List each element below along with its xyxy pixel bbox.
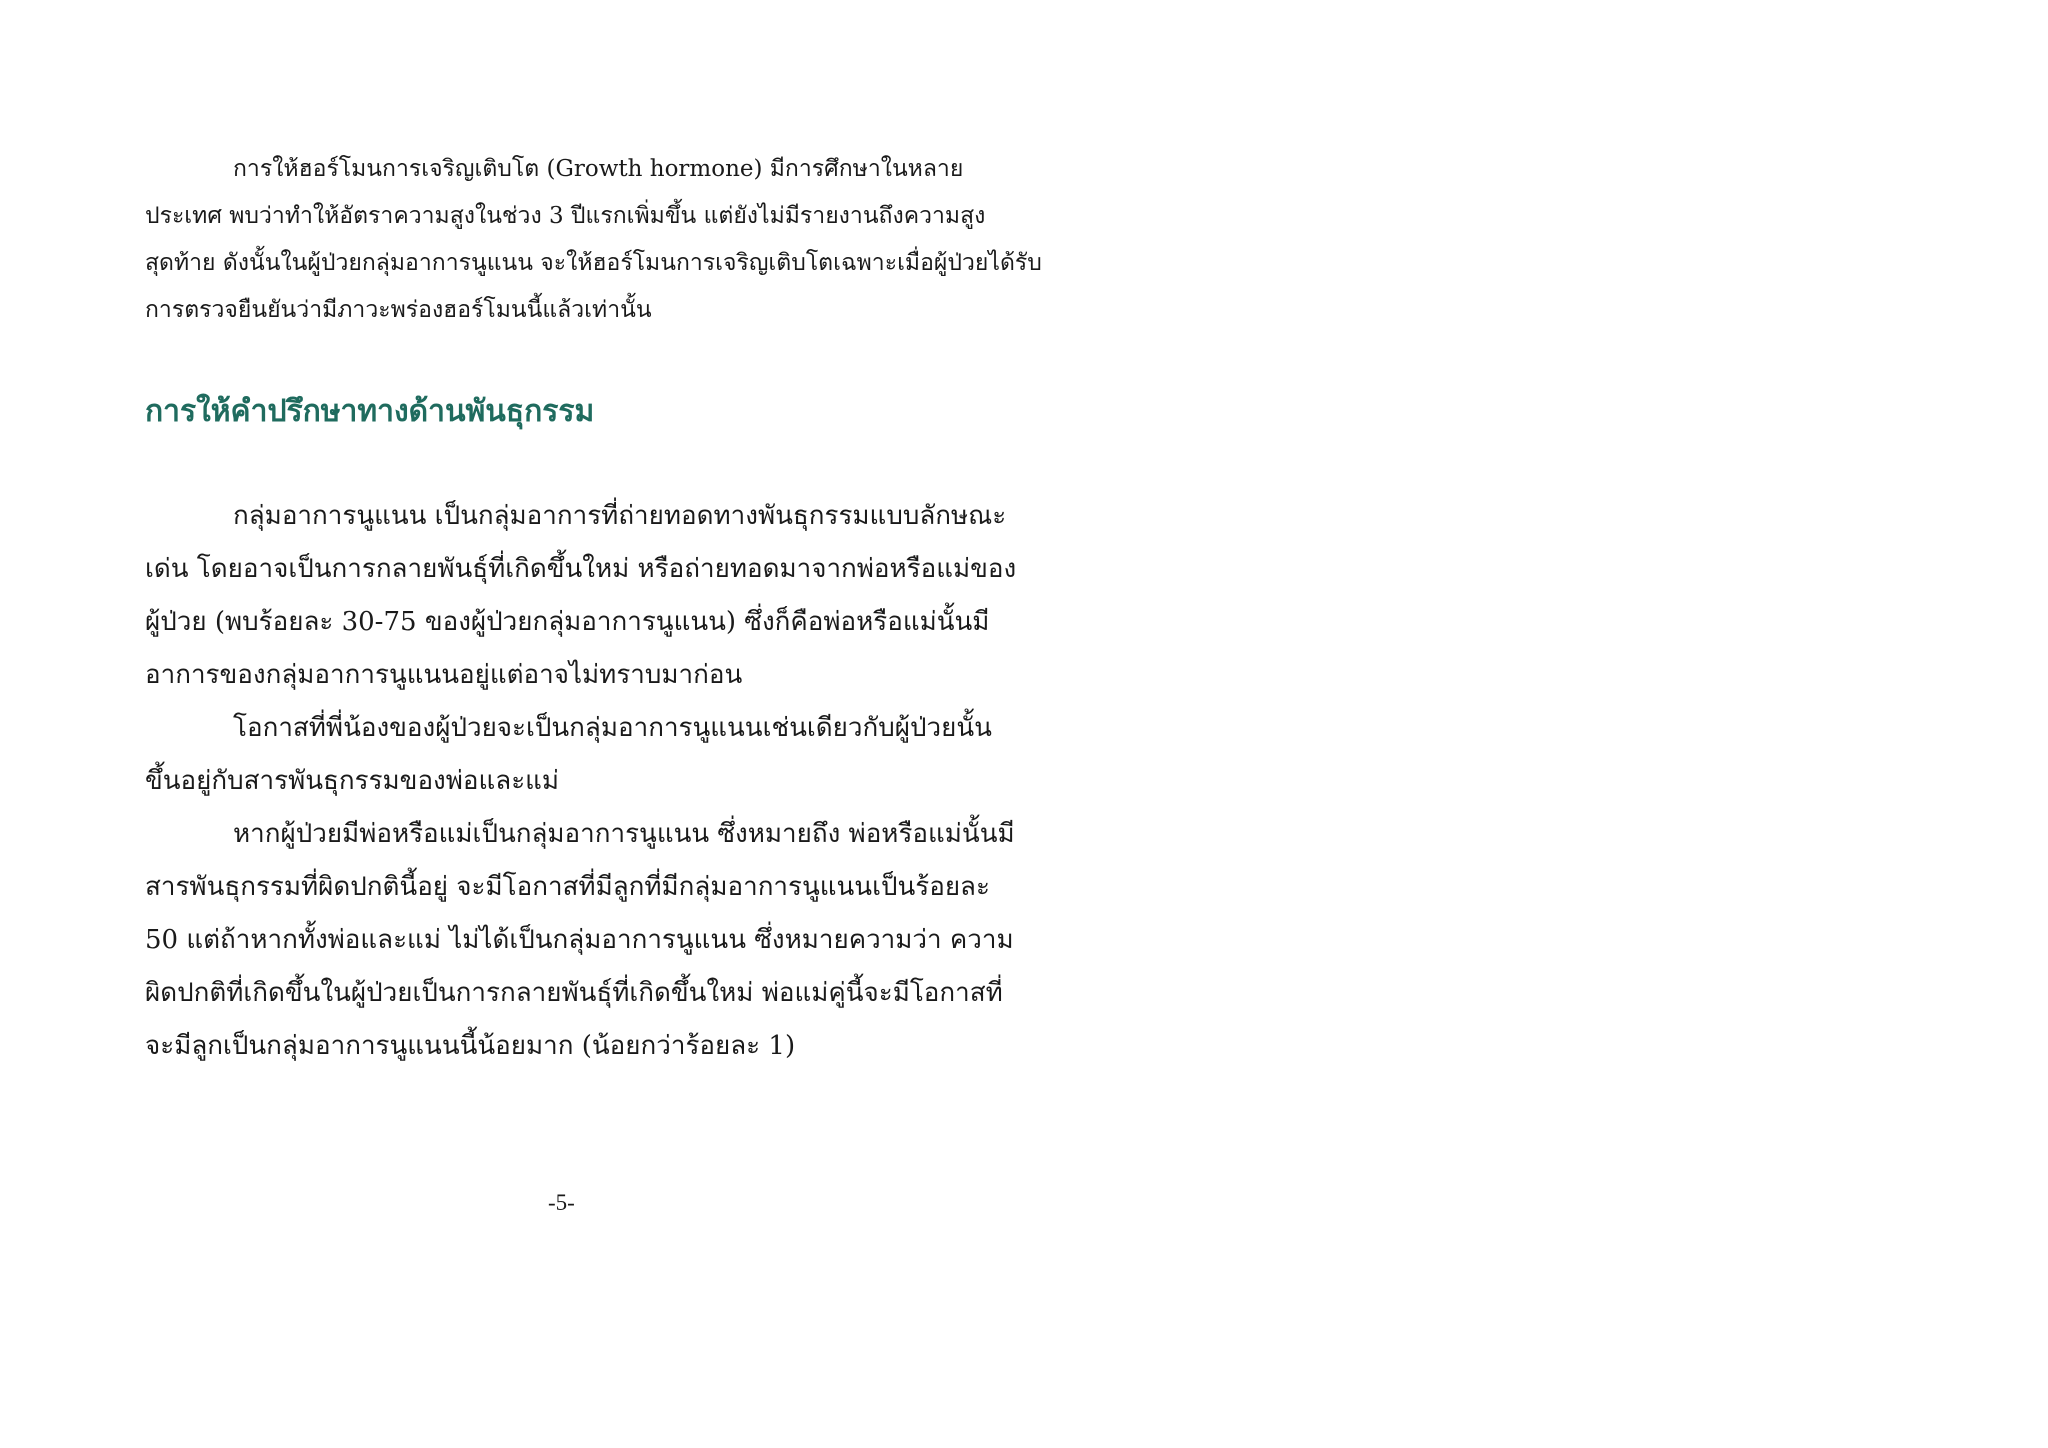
section-body [145, 490, 1016, 1073]
paragraph-1-line-3: ผู้ป่วย (พบร้อยละ 30-75 ของผู้ป่วยกลุ่มอาการนูแนน) ซึ่งก็คือพ่อหรือแม่นั้นมี [145, 607, 990, 637]
paragraph-3-line-4: ผิดปกติที่เกิดขึ้นในผู้ป่วยเป็นการกลายพันธุ์ที่เกิดขึ้นใหม่ พ่อแม่คู่นี้จะมีโอกาสที่ [145, 978, 1003, 1008]
intro-line-3: สุดท้าย ดังนั้นในผู้ป่วยกลุ่มอาการนูแนน จะให้ฮอร์โมนการเจริญเติบโตเฉพาะเมื่อผู้ป่วยได้รับ [145, 250, 1042, 276]
intro-paragraph [145, 146, 1042, 334]
paragraph-2-line-1: โอกาสที่พี่น้องของผู้ป่วยจะเป็นกลุ่มอาการนูแนนเช่นเดียวกับผู้ป่วยนั้น [233, 713, 992, 743]
page-number: -5- [548, 1190, 575, 1215]
paragraph-3-line-1: หากผู้ป่วยมีพ่อหรือแม่เป็นกลุ่มอาการนูแนน ซึ่งหมายถึง พ่อหรือแม่นั้นมี [233, 819, 1015, 849]
paragraph-2-line-2: ขึ้นอยู่กับสารพันธุกรรมของพ่อและแม่ [145, 766, 560, 796]
intro-line-2: ประเทศ พบว่าทำให้อัตราความสูงในช่วง 3 ปีแรกเพิ่มขึ้น แต่ยังไม่มีรายงานถึงความสูง [145, 203, 986, 229]
paragraph-1-line-2: เด่น โดยอาจเป็นการกลายพันธุ์ที่เกิดขึ้นใหม่ หรือถ่ายทอดมาจากพ่อหรือแม่ของ [145, 554, 1017, 584]
paragraph-1-line-4: อาการของกลุ่มอาการนูแนนอยู่แต่อาจไม่ทราบมาก่อน [145, 660, 743, 690]
paragraph-3-line-2: สารพันธุกรรมที่ผิดปกตินี้อยู่ จะมีโอกาสที่มีลูกที่มีกลุ่มอาการนูแนนเป็นร้อยละ [145, 872, 990, 902]
paragraph-1-line-1: กลุ่มอาการนูแนน เป็นกลุ่มอาการที่ถ่ายทอดทางพันธุกรรมแบบลักษณะ [233, 501, 1007, 531]
paragraph-siblings [145, 702, 1016, 808]
intro-line-1: การให้ฮอร์โมนการเจริญเติบโต (Growth hormone) มีการศึกษาในหลาย [233, 156, 964, 182]
paragraph-3-line-3: 50 แต่ถ้าหากทั้งพ่อและแม่ ไม่ได้เป็นกลุ่มอาการนูแนน ซึ่งหมายความว่า ความ [145, 925, 1014, 955]
paragraph-risk [145, 808, 1016, 1073]
intro-line-4: การตรวจยืนยันว่ามีภาวะพร่องฮอร์โมนนี้แล้วเท่านั้น [145, 297, 652, 323]
paragraph-3-line-5: จะมีลูกเป็นกลุ่มอาการนูแนนนี้น้อยมาก (น้อยกว่าร้อยละ 1) [145, 1031, 796, 1061]
paragraph-inheritance [145, 490, 1016, 702]
section-heading: การให้คำปรึกษาทางด้านพันธุกรรม [145, 394, 595, 429]
